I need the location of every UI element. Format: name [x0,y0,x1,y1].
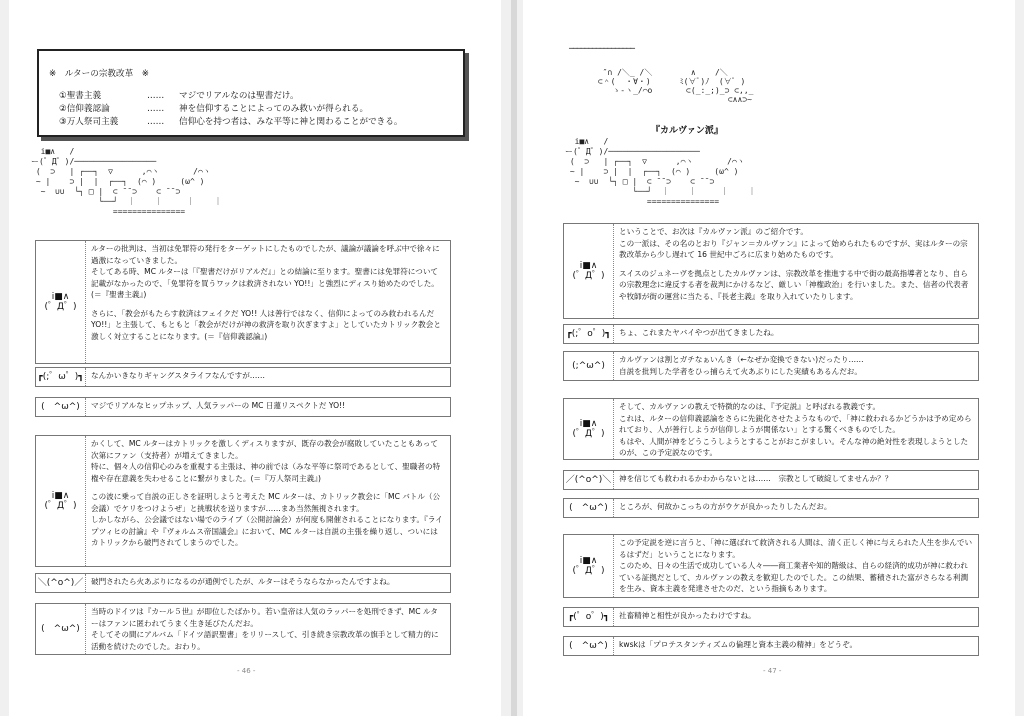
dialogue-text: ちょ、これまたヤバイやつが出てきましたね。 [619,328,779,337]
dialogue-text: 神を信じても救われるかわからないとは…… 宗教として破綻してませんか？？ [619,474,893,483]
character-face: (;^ω^) [564,352,614,380]
dialogue-box [563,534,979,598]
ascii-art-cats: ″∩ /＼_ /＼ ∧ /＼ ⊂＾( ・∀・) ﾐ(∀ﾟ)ﾉ (∀ﾟ ) ゝ-ヽ_/⌒o ⊂(_:_;)_⊃ ⊂,,_ ⊂∧∧⊃~ [597,68,754,104]
dialogue-text: 社畜精神と相性が良かったわけですね。 [619,611,756,620]
character-face: ┏(゜o゜)┓ [564,608,614,626]
dialogue-box [563,607,979,627]
summary-row: ②信仰義認論 …… 神を信仰することによってのみ救いが得られる。 [59,103,369,114]
dialogue-box [35,367,451,387]
dialogue-box [35,435,451,567]
dialogue-text: かくして、MC ルターはカトリックを激しくディスりますが、既存の教会が腐敗していたこともあって次第にファン（支持者）が増えてきました。 特に、個々人の信仰心のみを重視する主張は、神の前では（みな平等に祭司であるとして、聖職者の特権や存在意義を失わせることに繋がりました。(＝『万人祭司主義』) この波に乗って自説の正しさを証明しようと考えた MC ルターは、カトリック教会に「MC バトル（公会議）でケリをつけようぜ」と挑戦状を送りますが……まあ当然無視されます。 しかしながら、公会議ではない場でのライブ（公開討論会）が何度も開催されることになります。『ライプツィヒの討論』や『ヴォルムス帝国議会』において、MC ルターは自説の主張を繰り返し、ついにはカトリックから破門されてしまうのでした。 [91,439,443,548]
character-face: ( ^ω^) [36,398,86,416]
dialogue-box [563,223,979,319]
character-face: ┏(;゜ω゜)┓ [36,368,86,386]
summary-row: ①聖書主義 …… マジでリアルなのは聖書だけ。 [59,91,299,101]
character-face: ( ^ω^) [36,604,86,654]
character-face: i■∧ (゜Д゜) [564,399,614,459]
dialogue-text: kwskは「プロテスタンティズムの倫理と資本主義の精神」をどうぞ。 [619,640,858,649]
dialogue-box [563,636,979,656]
left-page [9,0,501,716]
dialogue-text: この予定説を逆に言うと、「神に選ばれて救済される人間は、清く正しく神に与えられた人生を歩んでいるはずだ」ということになります。 このため、日々の生活で成功している人々――商工業者や知的階級は、自らの経済的成功が神に救われている証拠だとして、カルヴァンの教えを歓迎したのでした。この結果、蓄積された富がさらなる利潤を生み、資本主義を発達させたのだ、という指摘もあります。 [619,538,973,594]
dialogue-box [563,324,979,344]
character-face: i■∧ (゜Д゜) [36,241,86,363]
dialogue-box [563,398,979,460]
right-page [523,0,1015,716]
summary-row: ③万人祭司主義 …… 信仰心を持つ者は、みな平等に神と関わることができる。 [59,116,403,127]
character-face: ＼(^o^)／ [36,574,86,592]
character-face: i■∧ (゜Д゜) [564,224,614,318]
page-number: - 46 - [237,667,256,675]
page-number: - 47 - [763,667,782,675]
dialogue-text: マジでリアルなヒップホップ、人気ラッパーの MC 日蓮リスペクトだ YO!! [91,401,346,410]
character-face: ( ^ω^) [564,499,614,517]
dialogue-box [35,573,451,593]
character-face: ( ^ω^) [564,637,614,655]
ascii-art-scene: i■∧ / ー(゜Д゜)/───────────────── ( ⊃ | ┌──┐ ▽ ,⌒ヽ /⌒ヽ ~ | ⊃ | | ┌──┐ (⌒ ) (ω^ ) ~ ∪∪ └┐ □ | ⊂ ̄ ̄ ⊃ ⊂ ̄ ̄ ⊃ └──┘ ｜ ｜ ｜ ｜ =============== [31,147,222,216]
dialogue-text: ということで、お次は『カルヴァン派』のご紹介です。 この一派は、その名のとおり『ジャン＝カルヴァン』によって始められたものですが、実はルターの宗教改革から少し遅れて 16 世紀中ごろに広まり始めたものです。 スイスのジュネーヴを拠点としたカルヴァンは、宗教改革を推進する中で街の最高指導者となり、自らの宗教理念に違反する者を裁判にかけるなど、厳しい「神権政治」を行いました。また、信者の代表者や牧師が街の運営に当たる、『長老主義』を取り入れていたりします。 [619,227,969,301]
dialogue-box [563,351,979,381]
character-face: ／(^o^)＼ [564,471,614,489]
dialogue-box [35,603,451,655]
ascii-art-scene: i■∧ / ー(゜Д゜)/─────────────────── ( ⊃ | ┌──┐ ▽ ,⌒ヽ /⌒ヽ ~ | ⊃ | | ┌──┐ (⌒ ) (ω^ ) ~ ∪∪ └┐ □ | ⊂ ̄ ̄ ⊃ ⊂ ̄ ̄ ⊃ └──┘ ｜ ｜ ｜ ｜ =============== [565,137,756,206]
dialogue-text: そして、カルヴァンの教えで特徴的なのは、『予定説』と呼ばれる教義です。 これは、ルターの信仰義認論をさらに先鋭化させたようなもので、「神に救われるかどうかは予め定められており、人が善行しようが信仰しようが関係ない」とする驚くべきものでした。 もはや、人間が神をどうこうしようとすることがおこがましい。そんな神の絶対性を表現しようとしたのが、この予定説なのです。 [619,402,972,458]
dialogue-text: カルヴァンは割とガチなぁいんき（←なぜか変換できない)だったり…… 自説を批判した学者をひっ捕らえて火あぶりにした実績もあるんだお。 [619,355,864,376]
dialogue-box [563,498,979,518]
character-face: i■∧ (゜Д゜) [564,535,614,597]
dialogue-box [563,470,979,490]
heading-line: ───────────────── [569,44,634,53]
dialogue-text: ところが、何故かこっちの方がウケが良かったりしたんだお。 [619,502,832,511]
section-title: 『カルヴァン派』 [651,126,723,136]
character-face: ┏(;゜o゜)┓ [564,325,614,343]
dialogue-text: ルターの批判は、当初は免罪符の発行をターゲットにしたものでしたが、議論が議論を呼ぶ中で徐々に過激になっていきました。 そしてある時、MC ルターは「『聖書だけがリアルだ』」との結論に至ります。聖書には免罪符について記載がなかったので、「免罪符を買うワックは救済されない YO!!」と強烈にディスり始めたのでした。(＝『聖書主義』) さらに、「教会がもたらす救済はフェイクだ YO!! 人は善行ではなく、信仰によってのみ救われるんだ YO!!」と主張して、もともと「教会がだけが神の救済を取り次ぎますよ」としていたカトリック教会と激しく対立することになります。(＝『信仰義認論』) [91,244,441,341]
dialogue-text: 破門されたら火あぶりになるのが通例でしたが、ルターはそうならなかったんですよね。 [91,577,395,586]
page-divider [511,0,517,716]
dialogue-box [35,397,451,417]
summary-box [37,49,465,137]
dialogue-text: なんかいきなりギャングスタライフなんですが…… [91,371,265,380]
summary-title: ※ ルターの宗教改革 ※ [49,69,149,79]
dialogue-box [35,240,451,364]
dialogue-text: 当時のドイツは『カール５世』が即位したばかり。若い皇帝は人気のラッパーを処刑できず、MC ルターはファンに匿われてうまく生き延びたんだお。 そしてその間にアルバム「ドイツ語訳聖書」をリリースして、引き続き宗教改革の旗手として精力的に活動を続けたのでした。おわり。 [91,607,439,651]
character-face: i■∧ (゜Д゜) [36,436,86,566]
